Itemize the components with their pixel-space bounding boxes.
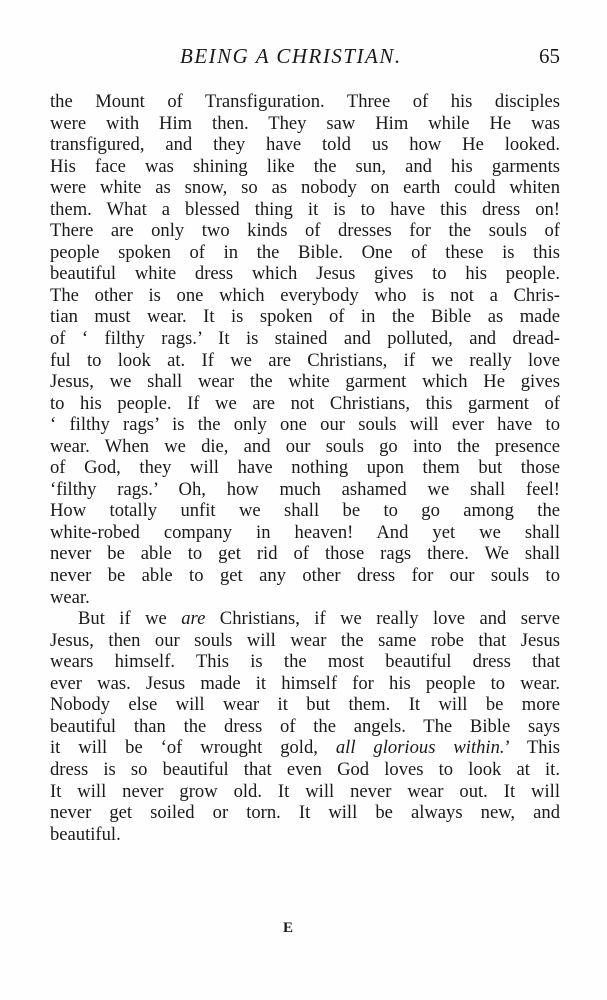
text-line xyxy=(50,651,560,673)
text-line xyxy=(50,543,560,565)
text-run: never be able to get any other dress for our souls to xyxy=(50,565,560,587)
text-run: were white as snow, so as nobody on earth could whiten xyxy=(50,177,560,199)
text-line xyxy=(50,781,560,803)
italic-text: all glorious within. xyxy=(335,737,505,759)
text-line xyxy=(50,393,560,415)
text-line xyxy=(50,91,560,113)
text-line xyxy=(50,220,560,242)
text-run: tian must wear. It is spoken of in the Bible as made xyxy=(50,306,560,328)
text-line xyxy=(50,479,560,501)
body-text xyxy=(50,91,560,845)
text-line xyxy=(50,134,560,156)
text-run: wears himself. This is the most beautiful dress that xyxy=(50,651,560,673)
paragraph xyxy=(50,91,560,608)
text-run: never get soiled or torn. It will be always new, and xyxy=(50,802,560,824)
signature-mark: E xyxy=(283,920,294,936)
text-line xyxy=(50,177,560,199)
text-line xyxy=(50,630,560,652)
text-line xyxy=(50,371,560,393)
text-run: The other is one which everybody who is not a Chris- xyxy=(50,284,560,306)
text-run: people spoken of in the Bible. One of these is this xyxy=(50,241,560,263)
italic-text: are xyxy=(181,608,206,630)
text-run: ‘filthy rags.’ Oh, how much ashamed we shall feel! xyxy=(50,478,560,500)
text-line xyxy=(50,673,560,695)
paragraph xyxy=(50,608,560,845)
page-number: 65 xyxy=(539,44,560,68)
text-line xyxy=(50,608,560,630)
text-line xyxy=(50,306,560,328)
text-line xyxy=(50,759,560,781)
text-line xyxy=(50,500,560,522)
text-run: transfigured, and they have told us how He looked. xyxy=(50,134,560,156)
text-run: wear. When we die, and our souls go into the presence xyxy=(50,435,560,457)
running-title: BEING A CHRISTIAN. xyxy=(180,44,402,68)
text-line xyxy=(50,716,560,738)
text-line xyxy=(50,328,560,350)
text-line xyxy=(50,694,560,716)
text-line xyxy=(50,285,560,307)
text-line xyxy=(50,565,560,587)
text-run: ful to look at. If we are Christians, if we really love xyxy=(50,349,560,371)
text-line xyxy=(50,802,560,824)
text-line xyxy=(50,156,560,178)
text-run: Jesus, then our souls will wear the same robe that Jesus xyxy=(50,629,560,651)
text-line xyxy=(50,263,560,285)
text-run: to his people. If we are not Christians, this garment of xyxy=(50,392,560,414)
text-run: of ‘ filthy rags.’ It is stained and polluted, and dread- xyxy=(50,328,560,350)
text-line xyxy=(50,414,560,436)
text-run: never be able to get rid of those rags there. We shall xyxy=(50,543,560,565)
text-run: beautiful. xyxy=(50,823,121,845)
text-run: ever was. Jesus made it himself for his people to wear. xyxy=(50,672,560,694)
text-run: it will be ‘of wrought gold, xyxy=(50,737,336,759)
text-run: There are only two kinds of dresses for the souls of xyxy=(50,220,560,242)
text-run: ‘ filthy rags’ is the only one our souls will ever have to xyxy=(50,414,560,436)
text-run: But if we xyxy=(78,608,182,630)
text-line xyxy=(50,587,560,609)
text-run: It will never grow old. It will never wear out. It will xyxy=(50,780,560,802)
text-run: beautiful white dress which Jesus gives to his people. xyxy=(50,263,560,285)
text-run: white-robed company in heaven! And yet we shall xyxy=(50,521,560,543)
text-line xyxy=(50,113,560,135)
text-run: beautiful than the dress of the angels. The Bible says xyxy=(50,715,560,737)
text-run: Christians, if we really love and serve xyxy=(205,608,560,630)
text-line xyxy=(50,350,560,372)
text-run: His face was shining like the sun, and his garments xyxy=(50,155,560,177)
text-line xyxy=(50,242,560,264)
text-run: ’ This xyxy=(504,737,560,759)
text-run: Jesus, we shall wear the white garment which He gives xyxy=(50,371,560,393)
text-line xyxy=(50,824,560,846)
text-line xyxy=(50,737,560,759)
text-run: were with Him then. They saw Him while He was xyxy=(50,112,560,134)
text-run: of God, they will have nothing upon them but those xyxy=(50,457,560,479)
text-run: the Mount of Transfiguration. Three of his disciples xyxy=(50,91,560,112)
text-line xyxy=(50,457,560,479)
text-line xyxy=(50,522,560,544)
text-run: dress is so beautiful that even God loves to look at it. xyxy=(50,758,560,780)
text-line xyxy=(50,436,560,458)
text-run: Nobody else will wear it but them. It will be more xyxy=(50,694,560,716)
text-line xyxy=(50,199,560,221)
running-head xyxy=(50,44,560,72)
text-run: How totally unfit we shall be to go among the xyxy=(50,500,560,522)
text-run: wear. xyxy=(50,586,90,608)
text-run: them. What a blessed thing it is to have this dress on! xyxy=(50,198,560,220)
